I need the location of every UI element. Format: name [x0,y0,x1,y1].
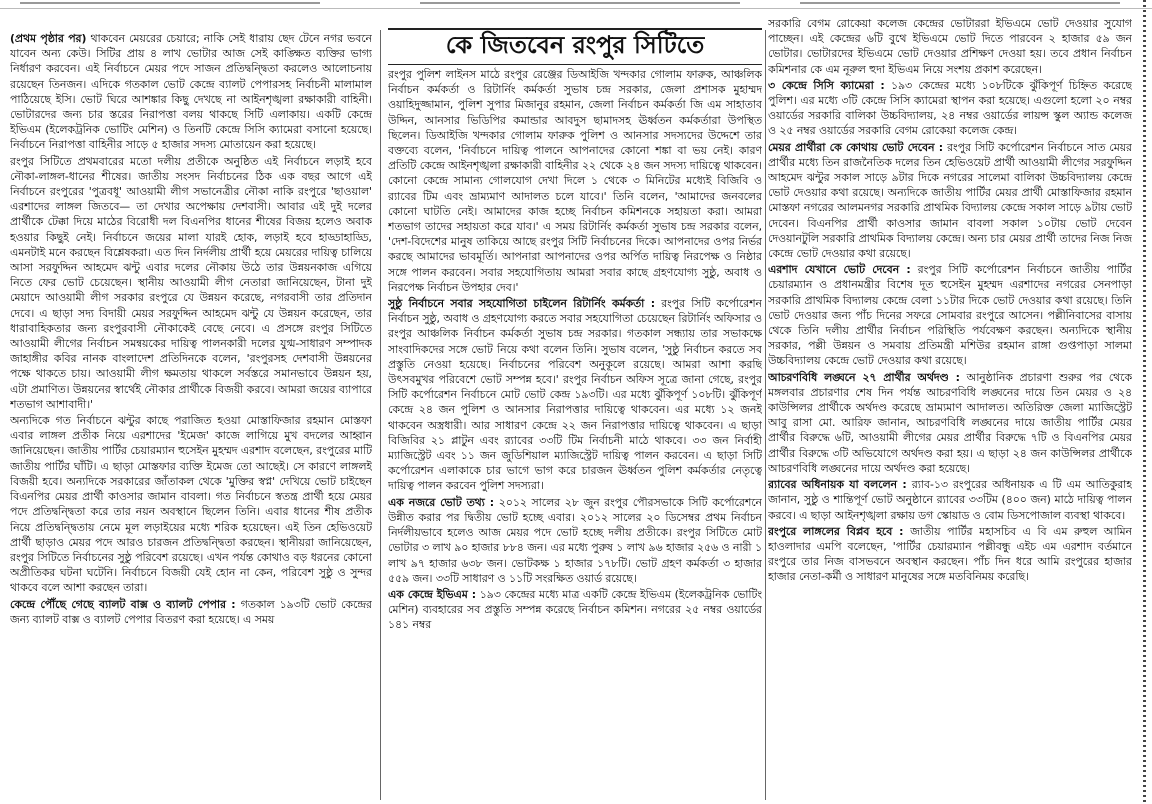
paragraph-subhead: এক কেন্দ্রে ইভিএম : [388,587,477,601]
article-paragraph [10,597,372,627]
top-strip-rule [20,2,320,4]
paragraph-subhead: সুষ্ঠু নির্বাচনে সবার সহযোগিতা চাইলেন রিটার্নিং কর্মকর্তা : [388,297,656,311]
paragraph-text: সরকারি বেগম রোকেয়া কলেজ কেন্দ্রের ভোটাররা ইভিএমে ভোট দেওয়ার সুযোগ পাচ্ছেন। এই কেন্দ্রের ৬টি বুথে ইভিএমে ভোট দিতে পারবেন ২ হাজার ৫৯ জন ভোটার। ভোটারদের ইভিএমে ভোট দেওয়ার প্রশিক্ষণ দেওয়া হয়। তবে প্রধান নির্বাচন কমিশনার কে এম নূরুল হুদা ইভিএম নিয়ে সংশয় প্রকাশ করেছেন। [768,17,1132,76]
paragraph-text: রংপুর সিটি কর্পোরেশন নির্বাচন সুষ্ঠু, অবাধ ও গ্রহণযোগ্য করতে সবার সহযোগিতা চেয়েছেন রিটার্নিং অফিসার ও রংপুর আঞ্চলিক নির্বাচন কর্মকর্তা সুভাষ চন্দ্র সরকার। গতকাল সন্ধ্যায় তার সভাকক্ষে সাংবাদিকদের সঙ্গে ভোট নিয়ে কথা বলেন তিনি। সুভাষ বলেন, 'সুষ্ঠু নির্বাচন করতে সব প্রস্তুতি নেওয়া হয়েছে। নির্বাচনের পরিবেশ অনুকূলে রয়েছে। আমরা আশা করছি উৎসবমুখর পরিবেশে ভোট সম্পন্ন হবে।' রংপুর নির্বাচন অফিস সূত্রে জানা গেছে, রংপুর সিটি কর্পোরেশন নির্বাচনে মোট ভোট কেন্দ্র ১৯৩টি। এর মধ্যে ঝুঁকিপূর্ণ ১০৮টি। ঝুঁকিপূর্ণ কেন্দ্রে ২৪ জন পুলিশ ও আনসার নিরাপত্তার দায়িত্বে থাকবেন। এর মধ্যে ১২ জনই থাকবেন অস্ত্রধারী। আর সাধারণ কেন্দ্রে ২২ জন নিরাপত্তার দায়িত্বে থাকবেন। এ ছাড়া বিজিবির ২১ প্লাটুন এবং র‍্যাবের ৩৩টি টিম নির্বাচনী মাঠে থাকবে। ৩৩ জন নির্বাহী ম্যাজিস্ট্রেট এবং ১১ জন জুডিশিয়াল ম্যাজিস্ট্রেট দায়িত্ব পালন করবেন। এ ছাড়া সিটি কর্পোরেশন এলাকাকে চার ভাগে ভাগ করে চারজন ঊর্ধ্বতন পুলিশ কর্মকর্তার নেতৃত্বে দায়িত্ব পালন করবেন পুলিশ সদস্যরা। [388,297,762,493]
top-strip-rule [800,2,1120,4]
paragraph-subhead: ৩ কেন্দ্রে সিসি ক্যামেরা : [768,78,885,92]
article-paragraph [388,296,762,494]
paragraph-subhead: (প্রথম পৃষ্ঠার পর) [10,32,87,45]
article-paragraph [768,477,1132,523]
paragraph-subhead: মেয়র প্রার্থীরা কে কোথায় ভোট দেবেন : [768,140,944,154]
article-paragraph [388,495,762,586]
paragraph-text: রংপুর সিটিতে প্রথমবারের মতো দলীয় প্রতীকে অনুষ্ঠিত এই নির্বাচনে লড়াই হবে নৌকা-লাঙ্গল-ধানের শীষের। জাতীয় সংসদ নির্বাচনের ঠিক এক বছর আগে এই নির্বাচনে রংপুরের 'পুত্রবধূ' আওয়ামী লীগ সভানেত্রীর নৌকা নাকি রংপুরে 'ছাওয়াল' এরশাদের লাঙ্গল জিতবে— তা দেখার অপেক্ষায় দেশবাসী। আবার এই দুই দলের প্রার্থীকে টেক্কা দিয়ে মাঠের বিরোধী দল বিএনপির ধানের শীষের বিজয় হলেও অবাক হওয়ার কিছুই নেই। নির্বাচনে জয়ের মালা যারই হোক, লড়াই হবে হাড্ডাহাড্ডি, এমনটাই মনে করছেন বিশ্লেষকরা। এত দিন নির্দলীয় প্রার্থী হয়ে মেয়রের দায়িত্ব চালিয়ে আসা সরফুদ্দিন আহমেদ ঝন্টু এবার দলের নৌকায় উঠে তার উন্নয়নকাজ এগিয়ে নিতে ফের ভোট চেয়েছেন। স্থানীয় আওয়ামী লীগ নেতারা জানিয়েছেন, টানা দুই মেয়াদে আওয়ামী লীগ সরকার রংপুরে যে উন্নয়ন করেছে, নগরবাসী তার প্রতিদান দেবে। এ ছাড়া সদ্য বিদায়ী মেয়র সরফুদ্দিন আহমেদ ঝন্টু যে উন্নয়ন করেছেন, তার ধারাবাহিকতার জন্য রংপুরবাসী নৌকাকেই বেছে নেবে। এ প্রসঙ্গে রংপুর সিটিতে আওয়ামী লীগের নির্বাচন সমন্বয়কের দায়িত্ব পালনকারী দলের যুগ্ম-সাধারণ সম্পাদক জাহাঙ্গীর কবির নানক বাংলাদেশ প্রতিদিনকে বলেন, 'রংপুরসহ দেশবাসী উন্নয়নের পক্ষে থাকতে চায়। আওয়ামী লীগ ক্ষমতায় থাকলে সর্বস্তরে সমানভাবে উন্নয়ন হয়, এটা প্রমাণিত। উন্নয়নের স্বার্থেই নৌকার প্রার্থীকে বিজয়ী করবে। আমরা জয়ের ব্যাপারে শতভাগ আশাবাদী।' [10,154,372,411]
top-page-strip [0,0,1152,9]
article-paragraph [768,16,1132,77]
paragraph-text: ২০১২ সালের ২৮ জুন রংপুর পৌরসভাকে সিটি কর্পোরেশনে উন্নীত করার পর দ্বিতীয় ভোট হচ্ছে এবার। ২০১২ সালের ২০ ডিসেম্বর প্রথম নির্বাচন নির্দলীয়ভাবে হলেও আজ মেয়র পদে ভোট হচ্ছে দলীয় প্রতীকে। রংপুর সিটিতে মোট ভোটার ৩ লাখ ৯০ হাজার ৮৮৪ জন। এর মধ্যে পুরুষ ১ লাখ ৯৬ হাজার ২৫৬ ও নারী ১ লাখ ৯৭ হাজার ৬৩৮ জন। ভোটকক্ষ ১ হাজার ১৭৮টি। ভোট গ্রহণ কর্মকর্তা ৩ হাজার ৫৫৯ জন। ৩৩টি সাধারণ ও ১১টি সংরক্ষিত ওয়ার্ড রয়েছে। [388,495,762,585]
article-paragraph [388,67,762,295]
paragraph-text: রংপুর সিটি কর্পোরেশন নির্বাচনে সাত মেয়র প্রার্থীর মধ্যে তিন রাজনৈতিক দলের তিন হেভিওয়েট প্রার্থী আওয়ামী লীগের সরফুদ্দিন আহমেদ ঝন্টুর সকাল সাড়ে ৯টার দিকে নগরের সালেমা বালিকা উচ্চবিদ্যালয় কেন্দ্রে ভোট দেওয়ার কথা রয়েছে। অন্যদিকে জাতীয় পার্টির মেয়র প্রার্থী মোস্তাফিজার রহমান মোস্তফা নগরের আলমনগর সরকারি প্রাথমিক বিদ্যালয় কেন্দ্রে সকাল সাড়ে ৯টায় ভোট দেবেন। বিএনপির প্রার্থী কাওসার জামান বাবলা সকাল ১০টায় ভোট দেবেন দেওয়ানটুলি সরকারি প্রাথমিক বিদ্যালয় কেন্দ্রে। অন্য চার মেয়র প্রার্থী তাদের নিজ নিজ কেন্দ্রে ভোট দেওয়ার কথা রয়েছে। [768,140,1132,261]
article-paragraph [768,370,1132,476]
article-paragraph [388,587,762,633]
article-headline: কে জিতবেন রংপুর সিটিতে [388,28,762,65]
paragraph-text: থাকবেন মেয়রের চেয়ারে; নাকি সেই ধারায় ছেদ টেনে নগর ভবনে যাবেন অন্য কেউ। সিটির প্রায় ৪ লাখ ভোটার আজ সেই কাঙ্ক্ষিত ব্যক্তির ভাগ্য নির্ধারণ করবেন। এই নির্বাচনে মেয়র পদে সাজন প্রতিদ্বন্দ্বিতা করলেও আলোচনায় রয়েছেন তিনজন। এদিকে গতকাল ভোট কেন্দ্রে ব্যালট পেপারসহ নির্বাচনী মালামাল পাঠিয়েছে ইসি। ভোট ঘিরে আশঙ্কার কিছু দেখছে না আইনশৃঙ্খলা রক্ষাকারী বাহিনী। ভোটারদের জন্য চার স্তরের নিরাপত্তা বলয় থাকছে সিটি এলাকায়। একটি কেন্দ্রে ইভিএম (ইলেকট্রনিক ভোটিং মেশিন) ও তিনটি কেন্দ্রে সিসি ক্যামেরা বসানো হয়েছে। নির্বাচনে নিরাপত্তা বাহিনীর সাড়ে ৫ হাজার সদস্য মোতায়েন করা হয়েছে। [10,32,372,152]
paragraph-text: আনুষ্ঠানিক প্রচারণা শুরুর পর থেকে মঙ্গলবার প্রচারণার শেষ দিন পর্যন্ত আচরণবিধি লঙ্ঘনের দায়ে তিন মেয়র ও ২৪ কাউন্সিলর প্রার্থীকে অর্থদণ্ড করেছে ভ্রাম্যমাণ আদালত। অতিরিক্ত জেলা ম্যাজিস্ট্রেট আবু রাসা মো. আরিফ জানান, আচরণবিধি লঙ্ঘনের দায়ে জাতীয় পার্টির মেয়র প্রার্থীর বিরুদ্ধে ৬টি, আওয়ামী লীগের মেয়র প্রার্থীর বিরুদ্ধে ৭টি ও বিএনপির মেয়র প্রার্থীর বিরুদ্ধে ৩টি অভিযোগে অর্থদণ্ড করা হয়। এ ছাড়া ২৪ জন কাউন্সিলর প্রার্থীকে আচরণবিধি লঙ্ঘনের দায়ে অর্থদণ্ড করা হয়েছে। [768,370,1132,475]
article-paragraph [768,78,1132,139]
paragraph-text: রংপুর সিটি কর্পোরেশন নির্বাচনে জাতীয় পার্টির চেয়ারম্যান ও প্রধানমন্ত্রীর বিশেষ দূত হুসেইন মুহম্মদ এরশাদের নগরের সেনপাড়া সরকারি প্রাথমিক বিদ্যালয় কেন্দ্রে বেলা ১১টার দিকে ভোট দেওয়ার কথা রয়েছে। তিনি ভোট দেওয়ার জন্য পাঁচ দিনের সফরে সোমবার রংপুরে আসেন। পল্লীনিবাসের বাসায় থেকে তিনি দলীয় প্রার্থীর নির্বাচন পরিস্থিতি পর্যবেক্ষণ করছেন। অন্যদিকে স্থানীয় সরকার, পল্লী উন্নয়ন ও সমবায় প্রতিমন্ত্রী মশিউর রহমান রাঙ্গা গুপ্তপাড়া সালমা উচ্চবিদ্যালয় কেন্দ্রে ভোট দেওয়ার কথা রয়েছে। [768,263,1132,368]
paragraph-text: ১৯৩ কেন্দ্রের মধ্যে মাত্র একটি কেন্দ্রে ইভিএম (ইলেকট্রনিক ভোটিং মেশিন) ব্যবহারের সব প্রস্তুতি সম্পন্ন করেছে নির্বাচন কমিশন। নগরের ২৫ নম্বর ওয়ার্ডের ১৪১ নম্বর [388,587,762,632]
paragraph-subhead: কেন্দ্রে পৌঁছে গেছে ব্যালট বাক্স ও ব্যালট পেপার : [10,597,236,611]
article-paragraph [10,31,372,153]
article-paragraph [768,140,1132,262]
paragraph-text: র‍্যাব-১৩ রংপুরের অধিনায়ক এ টি এম আতিকুরাহ জানান, সুষ্ঠু ও শান্তিপূর্ণ ভোট অনুষ্ঠানে র‍্যাবের ৩৩টিম (৪০০ জন) মাঠে দায়িত্ব পালন করবে। এ ছাড়া আইনশৃঙ্খলা রক্ষায় ডগ স্কোয়াড ও বোম ডিসপোজাল ব্যবস্থা থাকবে। [768,478,1132,522]
article-paragraph [10,413,372,595]
article-column-2 [388,67,762,798]
paragraph-text: গতকাল ১৯৩টি ভোট কেন্দ্রের জন্য ব্যালট বাক্স ও ব্যালট পেপার বিতরণ করা হয়েছে। এ সময় [10,597,372,626]
paragraph-text: জাতীয় পার্টির মহাসচিব এ বি এম রুহুল আমিন হাওলাদার এমপি বলেছেন, 'পার্টির চেয়ারম্যান পল্লীবন্ধু এইচ এম এরশাদ বর্তমানে রংপুরে তার নিজ বাসভবনে অবস্থান করছেন। পাঁচ দিন ধরে আমি রংপুরের হাজার হাজার নেতা-কর্মী ও সাধারণ মানুষের সঙ্গে মতবিনিময় করেছি। [768,524,1132,584]
paragraph-text: অন্যদিকে গত নির্বাচনে ঝন্টুর কাছে পরাজিত হওয়া মোস্তাফিজার রহমান মোস্তফা এবার লাঙ্গল প্রতীক নিয়ে এরশাদের 'ইমেজ' কাজে লাগিয়ে মুখ বদলের আহ্বান জানিয়েছেন। জাতীয় পার্টির চেয়ারম্যান হুসেইন মুহম্মদ এরশাদ বলেছেন, রংপুরের মাটি জাতীয় পার্টির ঘাঁটি। এ ছাড়া মোস্তফার ব্যক্তি ইমেজ তো আছেই। সে কারণে লাঙ্গলই বিজয়ী হবে। অন্যদিকে সরকারের জাঁতাকল থেকে 'মুক্তির স্বপ্ন' দেখিয়ে ভোট চাইছেন বিএনপির মেয়র প্রার্থী কাওসার জামান বাবলা। গত নির্বাচনে স্বতন্ত্র প্রার্থী হয়ে মেয়র পদে প্রতিদ্বন্দ্বিতা করে তার নয়ন অবস্থানে ছিলেন তিনি। এবার ধানের শীষ প্রতীক নিয়ে প্রতিদ্বন্দ্বিতায় নেমে মূল লড়াইয়ের মধ্যে শরিক হয়েছেন। এই তিন হেভিওয়েট প্রার্থী ছাড়াও মেয়র পদে আরও চারজন প্রতিদ্বন্দ্বিতা করছেন। স্থানীয়রা জানিয়েছেন, রংপুর সিটিতে নির্বাচনের সুষ্ঠু পরিবেশ রয়েছে। এখন পর্যন্ত কোথাও বড় ধরনের কোনো অপ্রীতিকর ঘটনা ঘটেনি। নির্বাচনে বিজয়ী যেই হোন না কেন, পরিবেশ সুষ্ঠু ও সুন্দর থাকবে বলে আশা করছেন তারা। [10,414,372,595]
article-paragraph [10,154,372,412]
paragraph-text: রংপুর পুলিশ লাইনস মাঠে রংপুর রেঞ্জের ডিআইজি খন্দকার গোলাম ফারুক, আঞ্চলিক নির্বাচন কর্মকর্তা ও রিটার্নিং কর্মকর্তা সুভাষ চন্দ্র সরকার, জেলা প্রশাসক মুহাম্মদ ওয়াহিদুজ্জামান, পুলিশ সুপার মিজানুর রহমান, জেলা নির্বাচন কর্মকর্তা জি এম সাহাতাব উদ্দিন, আনসার ভিডিপির কমান্ডার আবদুস ছামাদসহ ঊর্ধ্বতন কর্মকর্তারা উপস্থিত ছিলেন। ডিআইজি খন্দকার গোলাম ফারুক পুলিশ ও আনসার সদস্যদের উদ্দেশে তার বক্তব্যে বলেন, 'নির্বাচনে দায়িত্ব পালনে আপনাদের কোনো শঙ্কা বা ভয় নেই। কারণ প্রতিটি কেন্দ্রে আইনশৃঙ্খলা রক্ষাকারী বাহিনীর ২২ থেকে ২৪ জন সদস্য দায়িত্বে থাকবেন। কোনো কেন্দ্রে সামান্য গোলযোগ দেখা দিলে ১ থেকে ৩ মিনিটের মধ্যেই বিজিবি ও র‍্যাবের টিম এবং ভ্রাম্যমাণ আদালত চলে যাবে।' তিনি বলেন, 'আমাদের জনবলের কোনো ঘাটতি নেই। আমাদের কাজ হচ্ছে নির্বাচন কমিশনকে সহায়তা করা। আমরা শতভাগ তাদের সহায়তা করে যাব।' এ সময় রিটার্নিং কর্মকর্তা সুভাষ চন্দ্র সরকার বলেন, 'দেশ-বিদেশের মানুষ তাকিয়ে আছে রংপুর সিটি নির্বাচনের দিকে। আপনাদের ওপর নির্ভর করছে আমাদের ভাবমূর্তি। আপনারা আপনাদের ওপর অর্পিত দায়িত্ব নিরপেক্ষ ও নিষ্ঠার সঙ্গে পালন করবেন। সবার সহযোগিতায় আমরা সবার কাছে গ্রহণযোগ্য সুষ্ঠু, অবাধ ও নিরপেক্ষ নির্বাচন উপহার দেব।' [388,68,762,294]
article-paragraph [768,524,1132,585]
article-column-3 [768,16,1132,798]
column-divider [380,30,381,800]
paragraph-text: ১৯৩ কেন্দ্রের মধ্যে ১০৮টিকে ঝুঁকিপূর্ণ চিহ্নিত করেছে পুলিশ। এর মধ্যে ৩টি কেন্দ্রে সিসি ক্যামেরা স্থাপন করা হয়েছে। এগুলো হলো ২০ নম্বর ওয়ার্ডের সরকারি বালিকা উচ্চবিদ্যালয়, ২৪ নম্বর ওয়ার্ডের লায়ন্স স্কুল অ্যান্ড কলেজ ও ২৫ নম্বর ওয়ার্ডের সরকারি বেগম রোকেয়া কলেজ কেন্দ্র। [768,78,1132,138]
article-column-1 [10,31,372,799]
paragraph-subhead: এরশাদ যেখানে ভোট দেবেন : [768,263,911,277]
paragraph-subhead: র‍্যাবের অধিনায়ক যা বললেন : [768,478,907,492]
column-divider [765,30,766,800]
top-strip-rule [420,2,740,4]
paragraph-subhead: আচরণবিধি লঙ্ঘনে ২৭ প্রার্থীর অর্থদণ্ড : [768,370,960,384]
right-edge-dashed-rule [1143,0,1146,804]
article-paragraph [768,262,1132,368]
paragraph-subhead: এক নজরে ভোট তথ্য : [388,495,495,509]
paragraph-subhead: রংপুরে লাঙ্গলের বিপ্লব হবে : [768,524,904,538]
